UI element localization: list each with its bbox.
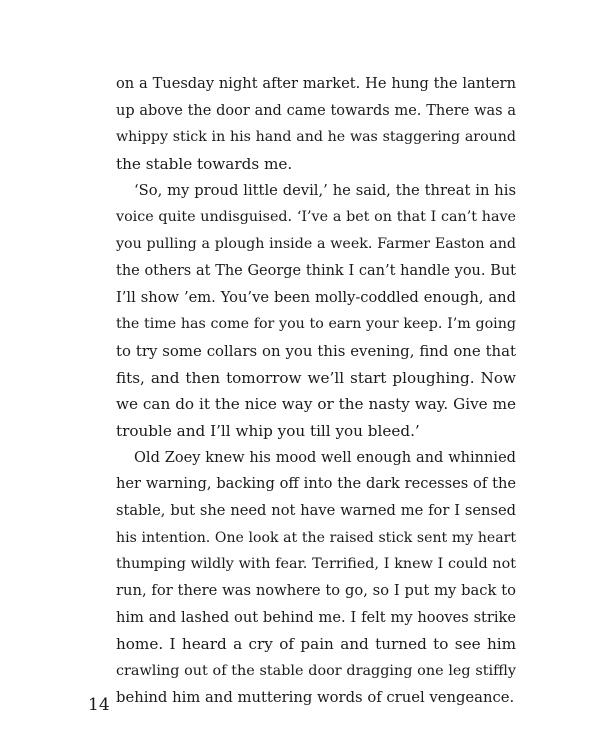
body-text (116, 71, 516, 712)
text-line: the others at The George think I can’t handle you. But (116, 262, 516, 279)
text-line: to try some collars on you this evening, find one that (116, 341, 516, 360)
text-line: his intention. One look at the raised stick sent my heart (116, 529, 516, 546)
text-line: whippy stick in his hand and he was staggering around (116, 129, 516, 146)
text-line: voice quite undisguised. ‘I’ve a bet on that I can’t have (116, 209, 516, 226)
text-line: the time has come for you to earn your keep. I’m going (116, 316, 516, 333)
text-line: crawling out of the stable door dragging one leg stiffly (116, 663, 516, 680)
text-line: home. I heard a cry of pain and turned to see him (116, 635, 516, 654)
text-line: thumping wildly with fear. Terrified, I knew I could not (116, 556, 516, 573)
text-line: run, for there was nowhere to go, so I put my back to (116, 582, 516, 600)
text-line: trouble and I’ll whip you till you bleed.’ (116, 421, 420, 440)
text-line: stable, but she need not have warned me for I sensed (116, 502, 516, 519)
text-line: behind him and muttering words of cruel vengeance. (116, 688, 515, 706)
text-line: we can do it the nice way or the nasty way. Give me (116, 395, 516, 414)
text-line: Old Zoey knew his mood well enough and whinnied (134, 448, 516, 466)
text-line: up above the door and came towards me. There was a (116, 102, 516, 119)
text-line: ‘So, my proud little devil,’ he said, the threat in his (134, 181, 516, 199)
text-line: fits, and then tomorrow we’ll start ploughing. Now (116, 368, 516, 387)
text-line: you pulling a plough inside a week. Farmer Easton and (116, 236, 516, 253)
text-line: her warning, backing off into the dark recesses of the (116, 475, 516, 493)
text-line: him and lashed out behind me. I felt my hooves strike (116, 608, 516, 626)
text-line: I’ll show ’em. You’ve been molly-coddled enough, and (116, 288, 516, 306)
text-line: on a Tuesday night after market. He hung the lantern (116, 75, 516, 92)
text-line: the stable towards me. (116, 155, 293, 174)
page-number: 14 (88, 695, 110, 715)
